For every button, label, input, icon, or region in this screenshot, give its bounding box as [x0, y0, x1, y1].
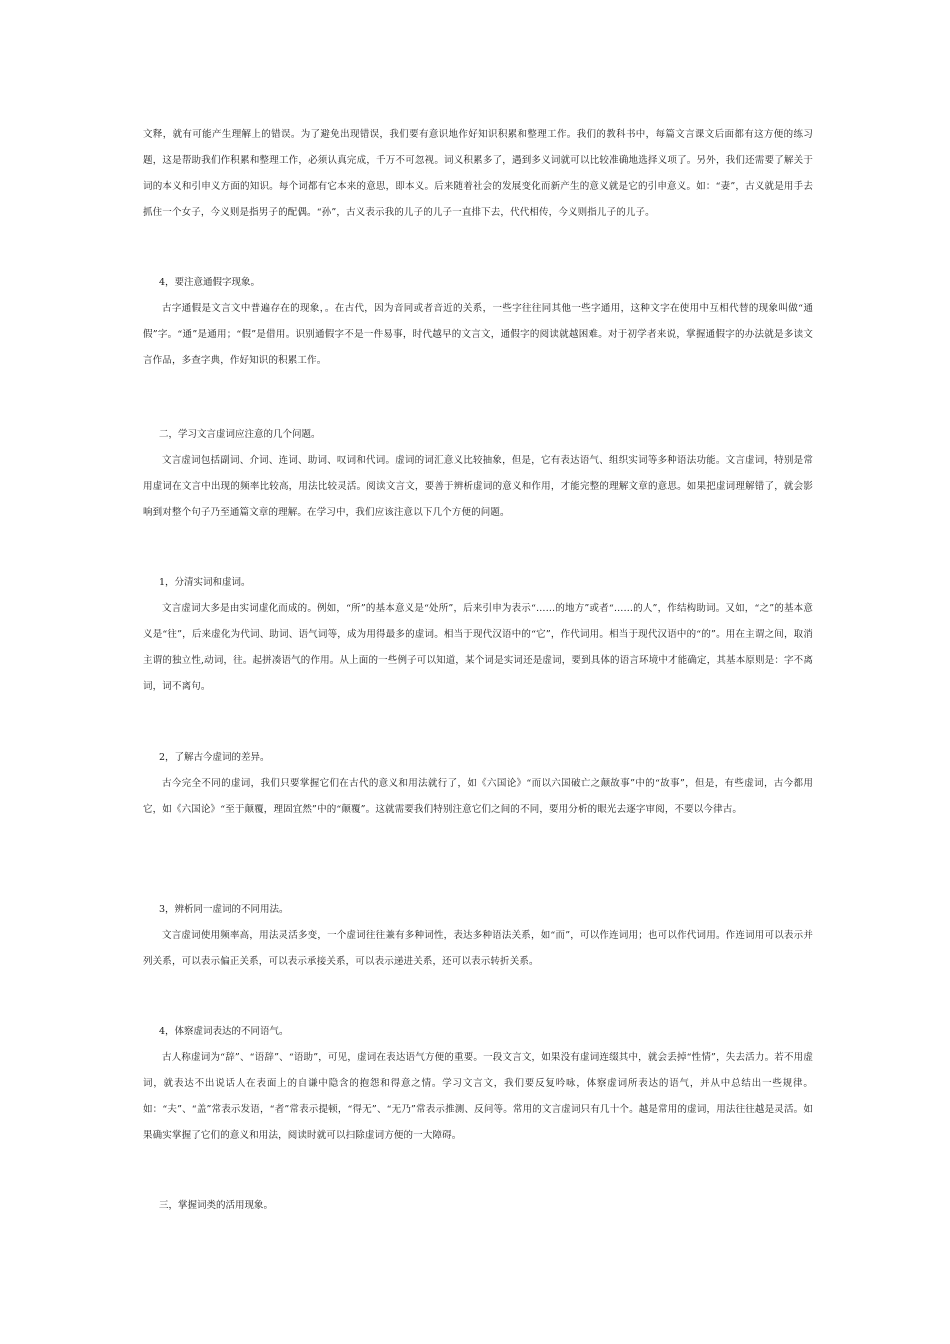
- heading-tongjia: 4，要注意通假字现象。: [159, 277, 261, 288]
- heading-ancient-modern: 2，了解古今虚词的差异。: [159, 752, 270, 763]
- paragraph-content-vs-function: 文言虚词大多是由实词虚化而成的。例如，“所”的基本意义是“处所”，后来引申为表示“……的地方”或者“……的人”，作结构助词。又如，“之”的基本意义是“往”，后来虚化为代词、助词、语气词等，成为用得最多的虚词。相当于现代汉语中的“它”，作代词用。相当于现代汉语中的“的”。用在主谓之间，取消主谓的独立性,动词，往。起拼凑语气的作用。从上面的一些例子可以知道，某个词是实词还是虚词，要到具体的语言环境中才能确定，其基本原则是：字不离词，词不离句。: [143, 603, 813, 692]
- heading-word-class: 三，掌握词类的活用现象。: [159, 1200, 274, 1211]
- paragraph-tongjia: 古字通假是文言文中普遍存在的现象，。在古代，因为音同或者音近的关系，一些字往往同其他一些字通用，这种文字在使用中互相代替的现象叫做“通假”字。“通”是通用；“假”是借用。识别通假字不是一件易事，时代越早的文言文，通假字的阅读就越困难。对于初学者来说，掌握通假字的办法就是多读文言作品，多查字典，作好知识的积累工作。: [143, 303, 813, 366]
- paragraph-word-meaning: 文释，就有可能产生理解上的错误。为了避免出现错误，我们要有意识地作好知识积累和整理工作。我们的教科书中，每篇文言课文后面都有这方便的练习题，这是帮助我们作积累和整理工作，必须认真完成，千万不可忽视。词义积累多了，遇到多义词就可以比较准确地选择义项了。另外，我们还需要了解关于词的本义和引申义方面的知识。每个词都有它本来的意思，即本义。后来随着社会的发展变化而新产生的意义就是它的引申意义。如：“妻”，古义就是用手去抓住一个女子，今义则是指男子的配偶。“孙”，古义表示我的儿子的儿子一直排下去，代代相传，今义则指儿子的儿子。: [143, 129, 813, 218]
- heading-content-vs-function: 1，分清实词和虚词。: [159, 577, 251, 588]
- heading-moods: 4，体察虚词表达的不同语气。: [159, 1026, 289, 1037]
- heading-different-usages: 3，辨析同一虚词的不同用法。: [159, 904, 289, 915]
- paragraph-different-usages: 文言虚词使用频率高，用法灵活多变，一个虚词往往兼有多种词性，表达多种语法关系，如“而”，可以作连词用；也可以作代词用。作连词用可以表示并列关系，可以表示偏正关系，可以表示承接关系，可以表示递进关系，还可以表示转折关系。: [143, 930, 813, 967]
- paragraph-function-words: 文言虚词包括副词、介词、连词、助词、叹词和代词。虚词的词汇意义比较抽象，但是，它有表达语气、组织实词等多种语法功能。文言虚词，特别是常用虚词在文言中出现的频率比较高，用法比较灵活。阅读文言文，要善于辨析虚词的意义和作用，才能完整的理解文章的意思。如果把虚词理解错了，就会影响到对整个句子乃至通篇文章的理解。在学习中，我们应该注意以下几个方便的问题。: [143, 455, 813, 518]
- heading-function-words: 二，学习文言虚词应注意的几个问题。: [159, 429, 321, 440]
- paragraph-moods: 古人称虚词为“辞”、“语辞”、“语助”，可见，虚词在表达语气方便的重要。一段文言文，如果没有虚词连缀其中，就会丢掉“性情”，失去活力。若不用虚词，就表达不出说话人在表面上的自谦中隐含的抱怨和得意之情。学习文言文，我们要反复吟咏，体察虚词所表达的语气，并从中总结出一些规律。如：“夫”、“盖”常表示发语，“者”常表示提顿，“得无”、“无乃”常表示推测、反问等。常用的文言虚词只有几十个。越是常用的虚词，用法往往越是灵活。如果确实掌握了它们的意义和用法，阅读时就可以扫除虚词方便的一大障碍。: [143, 1052, 813, 1141]
- paragraph-ancient-modern: 古今完全不同的虚词，我们只要掌握它们在古代的意义和用法就行了，如《六国论》“而以六国破亡之颠故事”中的“故事”，但是，有些虚词，古今都用它，如《六国论》“至于颠覆，理固宜然”中的“颠覆”。这就需要我们特别注意它们之间的不同，要用分析的眼光去逐字审阅，不要以今律古。: [143, 778, 813, 815]
